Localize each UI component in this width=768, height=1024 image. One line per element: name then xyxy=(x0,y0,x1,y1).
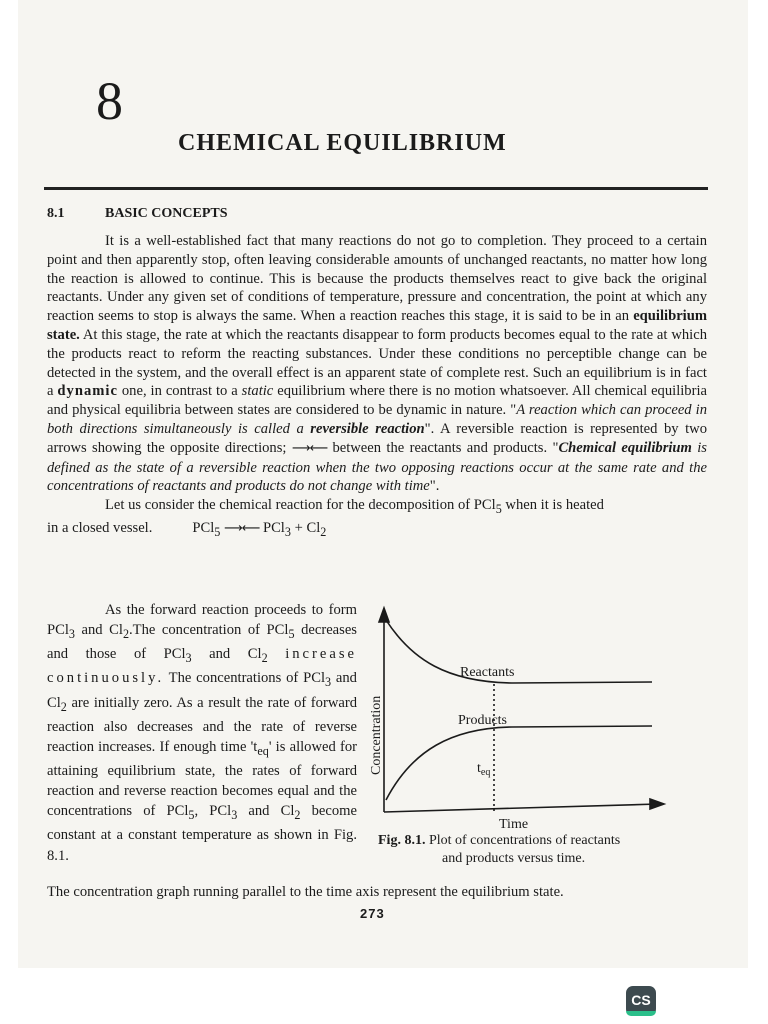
paragraph-decomposition: Let us consider the chemical reaction for the decomposition of PCl$_5$ when it is heated xyxy=(105,497,604,517)
reactants-label: Reactants xyxy=(460,665,515,680)
term-chemical-equilibrium: Chemical equilibrium xyxy=(558,439,692,456)
term-dynamic: dynamic xyxy=(57,383,118,400)
chapter-title: CHEMICAL EQUILIBRIUM xyxy=(178,130,507,156)
equation-arrows-icon: ⟶⟵ xyxy=(224,520,260,536)
equilibrium-summary: The concentration graph running parallel to the time axis represent the equilibrium state. xyxy=(47,884,564,900)
y-axis-label: Concentration xyxy=(369,695,384,775)
chapter-number: 8 xyxy=(96,71,123,131)
term-reversible-reaction: reversible reaction xyxy=(310,420,425,437)
paragraph-basic-concepts: It is a well-established fact that many reactions do not go to completion. They proceed to a certain point and then apparently stop, often leaving considerable amounts of unchanged reactants, no matter how long the reaction is allowed to continue. This is because the products themselves react to give back the original reactants. Under any given set of conditions of temperature, pressure and concentration, the point at which any reaction seems to stop is always the same. When a reaction reaches this stage, it is said to be in an equilibrium state. At this stage, the rate at which the reactants disappear to form products becomes equal to the rate at which the products react to reform the reacting substances. Under these conditions no perceptible change can be detected in the system, and the overall effect is an apparent state of complete rest. Such an equilibrium is in fact a dynamic one, in contrast to a static equilibrium where there is no motion whatsoever. All chemical equilibria and physical equilibria between states are considered to be dynamic in nature. "A reaction which can proceed in both directions simultaneously is called a reversible reaction". A reversible reaction is represented by two arrows showing the opposite directions; ⟶⟵ between the reactants and products. "Chemical equilibrium is defined as the state of a reversible reaction when the two opposing reactions occur at the same rate and the concentrations of reactants and products do not change with time". xyxy=(47,233,708,495)
caption-label: Fig. 8.1. xyxy=(378,833,426,848)
intro-text xyxy=(47,232,707,542)
reactants-curve xyxy=(386,620,652,683)
section-title: BASIC CONCEPTS xyxy=(105,206,228,221)
products-curve xyxy=(386,726,652,800)
pcl5-equation: PCl$_5$ ⟶⟵ $PCl_3 + Cl_2$ xyxy=(192,519,327,539)
forward-reaction-text: As the forward reaction proceeds to form PCl$_3$ and $Cl_2.The$ concentration of PCl$_5$ decreases and those of PCl$_3$ and $Cl_2$ increase continuously. The concentrations of PCl$_3$ and $Cl_2$ are initially zero. As a result the rate of forward reaction also decreases and the rate of reverse reaction increases. If enough time '$t_{eq}$' is allowed for attaining equilibrium state, the rates of forward reaction and reverse reaction becomes equal and the concentrations of PCl$_5$, PCl$_3$ and $Cl_2$ become constant at a constant temperature as shown in Fig. 8.1. xyxy=(47,602,357,864)
term-equilibrium-state: equilibrium state. xyxy=(47,308,707,343)
term-static: static xyxy=(241,383,274,400)
x-axis-label: Time xyxy=(499,817,529,830)
equation-line: in a closed vessel. PCl$_5$ ⟶⟵ $PCl_3 + Cl_2$ xyxy=(47,519,327,539)
camscanner-logo-icon: CS xyxy=(626,986,656,1016)
x-axis xyxy=(384,804,658,812)
y-axis-arrowhead xyxy=(379,608,389,622)
concentration-time-figure xyxy=(362,600,682,830)
title-rule xyxy=(44,187,708,190)
section-heading xyxy=(47,206,228,222)
section-number: 8.1 xyxy=(47,206,65,221)
teq-label: $t_{eq}$ xyxy=(477,761,491,778)
x-axis-arrowhead xyxy=(650,799,664,809)
figure-caption: Fig. 8.1. Plot of concentrations of reactants and products versus time. xyxy=(378,833,621,866)
products-label: Products xyxy=(458,713,507,728)
page-number: 273 xyxy=(360,906,385,921)
equilibrium-arrows-icon: ⟶⟵ xyxy=(291,440,328,456)
